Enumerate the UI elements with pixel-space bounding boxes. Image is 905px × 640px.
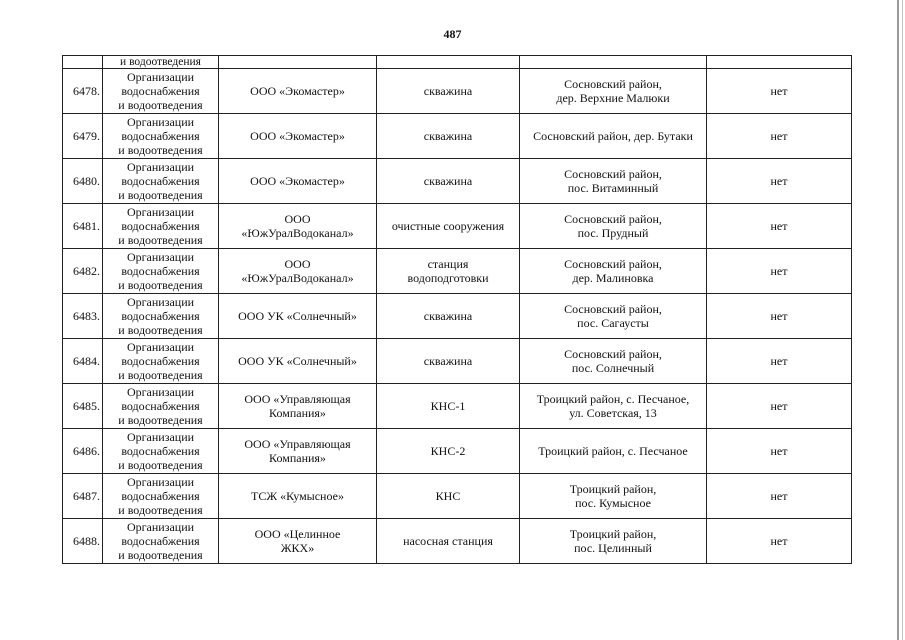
- cell-num: 6481.: [63, 204, 103, 249]
- cell-status: нет: [707, 519, 852, 564]
- cell-line: водоснабжения: [121, 534, 200, 548]
- cell-line: Организации: [126, 295, 195, 309]
- cell-line: пос. Солнечный: [571, 361, 655, 375]
- cell-address: [520, 519, 707, 564]
- cell-category: [103, 294, 219, 339]
- cell-organization: [219, 56, 377, 69]
- cell-line: ТСЖ «Кумысное»: [251, 489, 344, 503]
- table-row: [63, 159, 852, 204]
- cell-status: нет: [707, 294, 852, 339]
- cell-address: [520, 204, 707, 249]
- cell-category: [103, 474, 219, 519]
- cell-line: ЖКХ»: [280, 541, 315, 555]
- cell-organization: [219, 474, 377, 519]
- cell-category: и водоотведения: [103, 56, 219, 69]
- cell-line: Сосновский район,: [564, 257, 662, 271]
- table-row: [63, 474, 852, 519]
- cell-line: «ЮжУралВодоканал»: [241, 226, 354, 240]
- cell-organization: [219, 159, 377, 204]
- cell-line: дер. Малиновка: [572, 271, 654, 285]
- cell-object: [377, 69, 520, 114]
- cell-line: водоснабжения: [121, 219, 200, 233]
- cell-object: [377, 114, 520, 159]
- cell-organization: [219, 429, 377, 474]
- cell-line: скважина: [423, 129, 473, 143]
- cell-status: нет: [707, 339, 852, 384]
- cell-line: Троицкий район,: [569, 482, 657, 496]
- cell-object: [377, 159, 520, 204]
- cell-category: [103, 69, 219, 114]
- cell-line: Сосновский район,: [564, 302, 662, 316]
- cell-line: водоснабжения: [121, 399, 200, 413]
- table-row: [63, 384, 852, 429]
- cell-line: Организации: [126, 160, 195, 174]
- table-row: [63, 519, 852, 564]
- cell-object: [377, 429, 520, 474]
- cell-line: станция: [427, 257, 469, 271]
- cell-line: пос. Сагаусты: [577, 316, 649, 330]
- cell-address: [520, 429, 707, 474]
- cell-object: [377, 384, 520, 429]
- cell-line: и водоотведения: [118, 368, 203, 382]
- cell-status: нет: [707, 474, 852, 519]
- cell-object: [377, 56, 520, 69]
- cell-line: и водоотведения: [118, 278, 203, 292]
- cell-line: Организации: [126, 475, 195, 489]
- cell-line: пос. Прудный: [577, 226, 649, 240]
- page-number: 487: [443, 27, 462, 41]
- cell-category: [103, 204, 219, 249]
- cell-category: [103, 249, 219, 294]
- cell-status: нет: [707, 384, 852, 429]
- cell-status: нет: [707, 114, 852, 159]
- cell-line: ООО «Экомастер»: [250, 129, 345, 143]
- cell-line: Сосновский район,: [564, 347, 662, 361]
- cell-line: Сосновский район, дер. Бутаки: [533, 129, 693, 143]
- cell-num: 6485.: [63, 384, 103, 429]
- cell-line: и водоотведения: [118, 503, 203, 517]
- cell-num: [63, 56, 103, 69]
- cell-status: нет: [707, 429, 852, 474]
- cell-status: нет: [707, 249, 852, 294]
- table-row: [63, 249, 852, 294]
- cell-line: водоснабжения: [121, 264, 200, 278]
- cell-num: 6488.: [63, 519, 103, 564]
- cell-address: [520, 339, 707, 384]
- cell-address: [520, 474, 707, 519]
- cell-line: КНС-2: [430, 444, 466, 458]
- cell-line: и водоотведения: [118, 233, 203, 247]
- table-row: [63, 114, 852, 159]
- cell-object: [377, 204, 520, 249]
- cell-line: КНС: [435, 489, 461, 503]
- cell-line: водоснабжения: [121, 354, 200, 368]
- cell-address: [520, 249, 707, 294]
- cell-line: Организации: [126, 340, 195, 354]
- cell-object: [377, 249, 520, 294]
- cell-category: [103, 384, 219, 429]
- cell-line: ООО: [284, 257, 311, 271]
- cell-address: [520, 114, 707, 159]
- cell-line: Организации: [126, 430, 195, 444]
- cell-line: Компания»: [269, 451, 326, 465]
- cell-line: ООО: [284, 212, 311, 226]
- cell-num: 6484.: [63, 339, 103, 384]
- cell-line: водоподготовки: [407, 271, 489, 285]
- cell-line: скважина: [423, 174, 473, 188]
- cell-organization: [219, 69, 377, 114]
- cell-line: и водоотведения: [118, 413, 203, 427]
- cell-address: [520, 384, 707, 429]
- table-row: [63, 429, 852, 474]
- cell-line: очистные сооружения: [391, 219, 505, 233]
- cell-line: пос. Витаминный: [567, 181, 659, 195]
- cell-line: «ЮжУралВодоканал»: [241, 271, 354, 285]
- cell-line: скважина: [423, 309, 473, 323]
- cell-num: 6482.: [63, 249, 103, 294]
- table-body: [63, 56, 852, 564]
- cell-line: скважина: [423, 354, 473, 368]
- cell-line: и водоотведения: [118, 143, 203, 157]
- cell-num: 6479.: [63, 114, 103, 159]
- cell-line: дер. Верхние Малюки: [556, 91, 670, 105]
- cell-object: [377, 294, 520, 339]
- cell-line: Сосновский район,: [564, 212, 662, 226]
- cell-line: водоснабжения: [121, 174, 200, 188]
- cell-object: [377, 519, 520, 564]
- cell-category: [103, 339, 219, 384]
- cell-address: [520, 159, 707, 204]
- cell-line: ООО «Управляющая: [244, 392, 351, 406]
- cell-line: и водоотведения: [118, 548, 203, 562]
- cell-num: 6478.: [63, 69, 103, 114]
- cell-line: ООО «Управляющая: [244, 437, 351, 451]
- cell-status: [707, 56, 852, 69]
- cell-address: [520, 69, 707, 114]
- scan-edge-light: [902, 0, 903, 640]
- table-row: [63, 204, 852, 249]
- cell-status: нет: [707, 204, 852, 249]
- cell-num: 6487.: [63, 474, 103, 519]
- cell-address: [520, 294, 707, 339]
- scan-edge: [897, 0, 899, 640]
- cell-status: нет: [707, 69, 852, 114]
- cell-address: [520, 56, 707, 69]
- table-row: [63, 339, 852, 384]
- cell-line: ООО «Целинное: [254, 527, 341, 541]
- cell-organization: [219, 339, 377, 384]
- cell-organization: [219, 249, 377, 294]
- cell-line: водоснабжения: [121, 84, 200, 98]
- cell-category: [103, 114, 219, 159]
- registry-table: [62, 55, 852, 564]
- cell-line: скважина: [423, 84, 473, 98]
- cell-line: пос. Кумысное: [575, 496, 651, 510]
- cell-line: водоснабжения: [121, 444, 200, 458]
- cell-line: и водоотведения: [118, 188, 203, 202]
- cell-line: ООО УК «Солнечный»: [238, 309, 357, 323]
- cell-organization: [219, 204, 377, 249]
- cell-line: Организации: [126, 250, 195, 264]
- cell-num: 6486.: [63, 429, 103, 474]
- continuation-row: [63, 56, 852, 69]
- cell-line: водоснабжения: [121, 309, 200, 323]
- cell-line: Организации: [126, 520, 195, 534]
- cell-organization: [219, 294, 377, 339]
- cell-organization: [219, 519, 377, 564]
- cell-line: водоснабжения: [121, 489, 200, 503]
- cell-line: ООО «Экомастер»: [250, 84, 345, 98]
- table-row: [63, 69, 852, 114]
- cell-object: [377, 474, 520, 519]
- cell-num: 6480.: [63, 159, 103, 204]
- cell-status: нет: [707, 159, 852, 204]
- cell-object: [377, 339, 520, 384]
- cell-line: и водоотведения: [118, 323, 203, 337]
- cell-line: Организации: [126, 70, 195, 84]
- cell-num: 6483.: [63, 294, 103, 339]
- cell-line: Сосновский район,: [564, 167, 662, 181]
- cell-line: Компания»: [269, 406, 326, 420]
- cell-line: пос. Целинный: [574, 541, 652, 555]
- cell-line: ООО «Экомастер»: [250, 174, 345, 188]
- cell-organization: [219, 384, 377, 429]
- cell-line: насосная станция: [403, 534, 493, 548]
- cell-line: Троицкий район, с. Песчаное,: [536, 392, 690, 406]
- cell-line: водоснабжения: [121, 129, 200, 143]
- cell-line: Организации: [126, 115, 195, 129]
- cell-line: КНС-1: [430, 399, 466, 413]
- cell-line: Организации: [126, 205, 195, 219]
- cell-line: Организации: [126, 385, 195, 399]
- cell-line: Сосновский район,: [564, 77, 662, 91]
- cell-line: и водоотведения: [118, 458, 203, 472]
- cell-line: и водоотведения: [118, 98, 203, 112]
- cell-line: ул. Советская, 13: [569, 406, 657, 420]
- cell-line: Троицкий район,: [569, 527, 657, 541]
- cell-line: ООО УК «Солнечный»: [238, 354, 357, 368]
- cell-line: Троицкий район, с. Песчаное: [538, 444, 688, 458]
- cell-category: [103, 519, 219, 564]
- cell-category: [103, 159, 219, 204]
- cell-category: [103, 429, 219, 474]
- table-row: [63, 294, 852, 339]
- cell-organization: [219, 114, 377, 159]
